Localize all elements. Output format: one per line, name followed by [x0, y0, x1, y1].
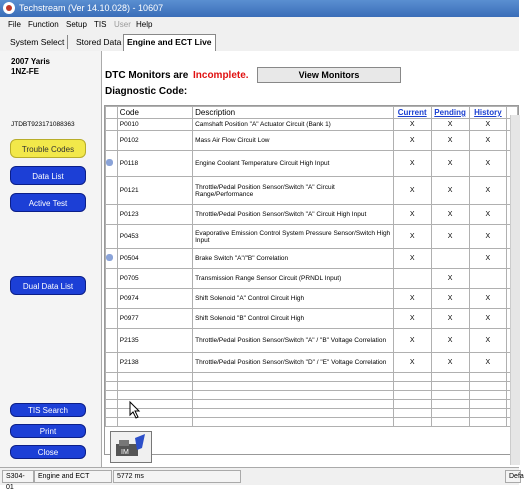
dtc-pending: X: [431, 353, 469, 373]
empty-cell: [117, 391, 192, 400]
dtc-description: Throttle/Pedal Position Sensor/Switch "A" Circuit Range/Performance: [193, 177, 394, 205]
status-system: Engine and ECT: [34, 470, 112, 483]
dtc-code: P0118: [117, 151, 192, 177]
empty-cell: [469, 418, 507, 427]
dtc-pending: X: [431, 131, 469, 151]
empty-cell: [106, 391, 118, 400]
dtc-history: X: [469, 177, 507, 205]
row-icon-cell: [106, 249, 118, 269]
dtc-history: [469, 269, 507, 289]
dtc-description: Transmission Range Sensor Circuit (PRNDL Input): [193, 269, 394, 289]
table-row[interactable]: [106, 151, 518, 177]
status-time: 5772 ms: [113, 470, 241, 483]
freeze-frame-icon[interactable]: [106, 254, 113, 261]
dtc-description: Engine Coolant Temperature Circuit High Input: [193, 151, 394, 177]
empty-table-row: [106, 418, 518, 427]
row-icon-cell: [106, 119, 118, 131]
vertical-scrollbar[interactable]: [510, 115, 520, 465]
dtc-history: X: [469, 225, 507, 249]
dtc-table: [104, 105, 519, 455]
dtc-history: X: [469, 249, 507, 269]
dtc-description: Throttle/Pedal Position Sensor/Switch "D" / "E" Voltage Correlation: [193, 353, 394, 373]
active-test-button[interactable]: Active Test: [10, 193, 86, 212]
tab-system-select[interactable]: System Select: [7, 35, 68, 49]
empty-cell: [469, 400, 507, 409]
table-header-row: [106, 107, 518, 119]
dtc-pending: X: [431, 309, 469, 329]
diagnostic-code-label: Diagnostic Code:: [105, 86, 188, 97]
main-panel: [102, 51, 519, 467]
header-pending[interactable]: Pending: [431, 107, 469, 119]
empty-cell: [431, 418, 469, 427]
empty-cell: [193, 409, 394, 418]
header-spacer: [106, 107, 118, 119]
dtc-code: P2135: [117, 329, 192, 353]
dtc-description: Shift Solenoid "B" Control Circuit High: [193, 309, 394, 329]
empty-cell: [469, 373, 507, 382]
status-code: S304-01: [2, 470, 34, 483]
menu-file[interactable]: File: [8, 20, 21, 29]
table-row[interactable]: [106, 353, 518, 373]
table-row[interactable]: [106, 177, 518, 205]
dtc-history: X: [469, 289, 507, 309]
dtc-description: Shift Solenoid "A" Control Circuit High: [193, 289, 394, 309]
empty-cell: [393, 391, 431, 400]
dtc-code: P0504: [117, 249, 192, 269]
dtc-pending: X: [431, 151, 469, 177]
header-current[interactable]: Current: [393, 107, 431, 119]
empty-cell: [117, 373, 192, 382]
dtc-code: P0102: [117, 131, 192, 151]
empty-table-row: [106, 373, 518, 382]
table-row[interactable]: [106, 225, 518, 249]
empty-cell: [469, 409, 507, 418]
close-button[interactable]: Close: [10, 445, 86, 459]
empty-cell: [393, 373, 431, 382]
empty-cell: [393, 409, 431, 418]
empty-table-row: [106, 382, 518, 391]
empty-cell: [193, 418, 394, 427]
menu-function[interactable]: Function: [28, 20, 59, 29]
empty-cell: [431, 382, 469, 391]
window-title: Techstream (Ver 14.10.028) - 10607: [19, 3, 164, 13]
empty-cell: [431, 373, 469, 382]
header-description: Description: [193, 107, 394, 119]
dtc-pending: X: [431, 225, 469, 249]
dtc-history: X: [469, 329, 507, 353]
menu-user: User: [114, 20, 131, 29]
dtc-history: X: [469, 205, 507, 225]
empty-table-row: [106, 400, 518, 409]
dtc-code: P0974: [117, 289, 192, 309]
dtc-monitors-label: DTC Monitors are: [105, 70, 189, 81]
vehicle-vin: JTDBT923171088363: [11, 121, 75, 128]
empty-cell: [431, 409, 469, 418]
tab-bar: [0, 33, 519, 52]
empty-table-row: [106, 409, 518, 418]
row-icon-cell: [106, 269, 118, 289]
dtc-code: P0705: [117, 269, 192, 289]
dtc-history: X: [469, 353, 507, 373]
dtc-current: X: [393, 329, 431, 353]
dtc-current: X: [393, 177, 431, 205]
dtc-code: P0453: [117, 225, 192, 249]
table-row[interactable]: [106, 131, 518, 151]
status-bar: [0, 467, 524, 491]
empty-cell: [431, 391, 469, 400]
dtc-history: X: [469, 151, 507, 177]
table-row[interactable]: [106, 289, 518, 309]
empty-cell: [469, 391, 507, 400]
mouse-cursor-icon: [129, 401, 141, 419]
dtc-current: X: [393, 131, 431, 151]
dtc-pending: [431, 249, 469, 269]
dtc-current: X: [393, 309, 431, 329]
svg-text:IM: IM: [121, 449, 129, 456]
trouble-codes-button[interactable]: Trouble Codes: [10, 139, 86, 158]
dtc-monitors-status: Incomplete.: [193, 70, 249, 81]
view-monitors-button[interactable]: View Monitors: [257, 67, 401, 83]
empty-cell: [106, 418, 118, 427]
data-list-button[interactable]: Data List: [10, 166, 86, 185]
empty-cell: [193, 382, 394, 391]
empty-cell: [193, 373, 394, 382]
row-icon-cell: [106, 353, 118, 373]
dtc-description: Mass Air Flow Circuit Low: [193, 131, 394, 151]
tis-search-button[interactable]: TIS Search: [10, 403, 86, 417]
dtc-code: P0977: [117, 309, 192, 329]
dtc-description: Evaporative Emission Control System Pressure Sensor/Switch High Input: [193, 225, 394, 249]
row-icon-cell: [106, 205, 118, 225]
row-icon-cell: [106, 309, 118, 329]
empty-cell: [193, 391, 394, 400]
dtc-pending: X: [431, 289, 469, 309]
table-row[interactable]: [106, 249, 518, 269]
techstream-app-icon: [3, 2, 15, 14]
empty-cell: [106, 373, 118, 382]
row-icon-cell: [106, 289, 118, 309]
dtc-history: X: [469, 309, 507, 329]
empty-cell: [106, 382, 118, 391]
empty-cell: [117, 382, 192, 391]
empty-cell: [106, 400, 118, 409]
tab-stored-data[interactable]: Stored Data: [73, 35, 125, 49]
dtc-pending: X: [431, 119, 469, 131]
dtc-description: Throttle/Pedal Position Sensor/Switch "A" / "B" Voltage Correlation: [193, 329, 394, 353]
dtc-code: P0121: [117, 177, 192, 205]
dtc-current: X: [393, 119, 431, 131]
title-bar: [0, 0, 519, 17]
menu-help[interactable]: Help: [136, 20, 153, 29]
header-history[interactable]: History: [469, 107, 507, 119]
empty-cell: [393, 400, 431, 409]
dtc-current: X: [393, 289, 431, 309]
empty-cell: [469, 382, 507, 391]
dtc-code: P0123: [117, 205, 192, 225]
left-panel: [0, 51, 102, 467]
dtc-current: X: [393, 249, 431, 269]
dtc-current: X: [393, 205, 431, 225]
dtc-current: [393, 269, 431, 289]
dual-data-list-button[interactable]: Dual Data List: [10, 276, 86, 295]
freeze-frame-icon[interactable]: [106, 159, 113, 166]
row-icon-cell: [106, 151, 118, 177]
row-icon-cell: [106, 225, 118, 249]
menu-bar: [0, 17, 519, 34]
dtc-description: Throttle/Pedal Position Sensor/Switch "A" Circuit High Input: [193, 205, 394, 225]
empty-cell: [106, 409, 118, 418]
techstream-logo-icon[interactable]: [110, 431, 152, 463]
menu-tis[interactable]: TIS: [94, 20, 107, 29]
dtc-code: P0010: [117, 119, 192, 131]
dtc-history: X: [469, 119, 507, 131]
dtc-pending: X: [431, 329, 469, 353]
header-code: Code: [117, 107, 192, 119]
empty-table-row: [106, 391, 518, 400]
dtc-current: X: [393, 353, 431, 373]
dtc-current: X: [393, 225, 431, 249]
dtc-pending: X: [431, 177, 469, 205]
vehicle-model: 2007 Yaris: [11, 57, 51, 66]
row-icon-cell: [106, 131, 118, 151]
dtc-history: X: [469, 131, 507, 151]
tab-engine-ect-live[interactable]: Engine and ECT Live: [123, 34, 216, 51]
status-right: Defa: [505, 470, 521, 483]
dtc-description: Brake Switch "A"/"B" Correlation: [193, 249, 394, 269]
dtc-current: X: [393, 151, 431, 177]
table-row[interactable]: [106, 119, 518, 131]
empty-cell: [393, 418, 431, 427]
menu-setup[interactable]: Setup: [66, 20, 87, 29]
table-row[interactable]: [106, 329, 518, 353]
dtc-description: Camshaft Position "A" Actuator Circuit (Bank 1): [193, 119, 394, 131]
dtc-pending: X: [431, 205, 469, 225]
print-button[interactable]: Print: [10, 424, 86, 438]
dtc-code: P2138: [117, 353, 192, 373]
dtc-pending: X: [431, 269, 469, 289]
row-icon-cell: [106, 177, 118, 205]
empty-cell: [393, 382, 431, 391]
empty-cell: [193, 400, 394, 409]
table-row[interactable]: [106, 309, 518, 329]
empty-cell: [431, 400, 469, 409]
row-icon-cell: [106, 329, 118, 353]
vehicle-engine: 1NZ-FE: [11, 67, 39, 76]
table-row[interactable]: [106, 269, 518, 289]
table-row[interactable]: [106, 205, 518, 225]
